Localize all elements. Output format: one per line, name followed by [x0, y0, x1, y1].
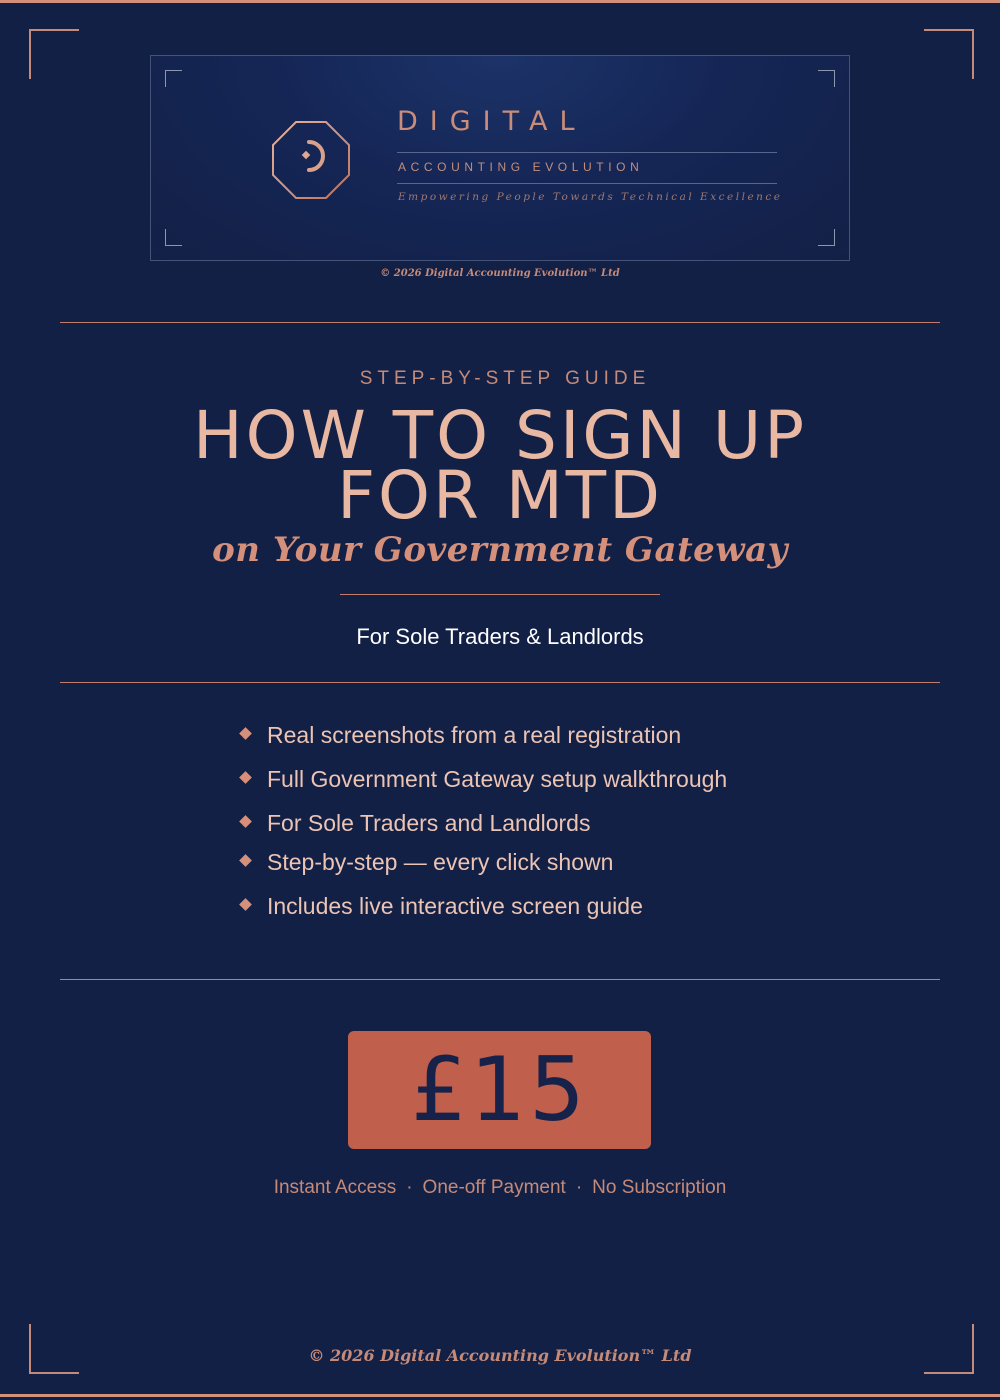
corner-bracket-top-left: [29, 29, 79, 79]
octagon-d-icon: [269, 118, 353, 202]
benefit-separator: ·: [406, 1177, 413, 1198]
benefit-instant-access: Instant Access: [273, 1177, 397, 1198]
page-title: [0, 397, 1000, 534]
diamond-bullet-icon: [239, 727, 252, 740]
logo-corner-top-right: [818, 70, 835, 87]
logo-corner-top-left: [165, 70, 182, 87]
price-badge: [348, 1031, 651, 1149]
feature-text: Step-by-step — every click shown: [267, 849, 614, 875]
brand-name: DIGITAL: [397, 106, 587, 137]
benefit-one-off-payment: One-off Payment: [422, 1177, 566, 1198]
logo-copyright: © 2026 Digital Accounting Evolution™ Ltd: [380, 268, 620, 279]
page-subtitle: on Your Government Gateway: [212, 530, 788, 570]
brand-subtitle: ACCOUNTING EVOLUTION: [398, 160, 644, 174]
logo-corner-bottom-right: [818, 229, 835, 246]
logo-corner-bottom-left: [165, 229, 182, 246]
diamond-bullet-icon: [239, 854, 252, 867]
bottom-edge-rule: [0, 1394, 1000, 1397]
feature-text: Real screenshots from a real registration: [267, 722, 682, 748]
feature-text: For Sole Traders and Landlords: [267, 810, 591, 836]
logo-banner: [150, 55, 850, 261]
footer-copyright: © 2026 Digital Accounting Evolution™ Ltd: [308, 1346, 692, 1365]
eyebrow-label: STEP-BY-STEP GUIDE: [359, 368, 651, 389]
feature-text: Includes live interactive screen guide: [267, 893, 643, 919]
feature-text: Full Government Gateway setup walkthrough: [267, 766, 728, 792]
corner-bracket-top-right: [924, 29, 974, 79]
brand-tagline: Empowering People Towards Technical Excellence: [398, 191, 783, 203]
benefits-line: [0, 1177, 1000, 1199]
diamond-bullet-icon: [239, 815, 252, 828]
audience-label: For Sole Traders & Landlords: [356, 624, 644, 649]
benefit-no-subscription: No Subscription: [592, 1177, 727, 1198]
diamond-bullet-icon: [239, 898, 252, 911]
section-divider: [60, 682, 940, 683]
title-line-2: FOR MTD: [337, 457, 663, 534]
section-divider: [60, 979, 940, 980]
section-divider: [60, 322, 940, 323]
price-value: £15: [411, 1038, 588, 1141]
brand-rule: [397, 152, 777, 153]
diamond-bullet-icon: [239, 771, 252, 784]
brand-rule: [397, 183, 777, 184]
title-line-1: HOW TO SIGN UP: [192, 397, 808, 474]
top-edge-rule: [0, 0, 1000, 3]
title-underline: [340, 594, 660, 595]
benefit-separator: ·: [575, 1177, 583, 1198]
